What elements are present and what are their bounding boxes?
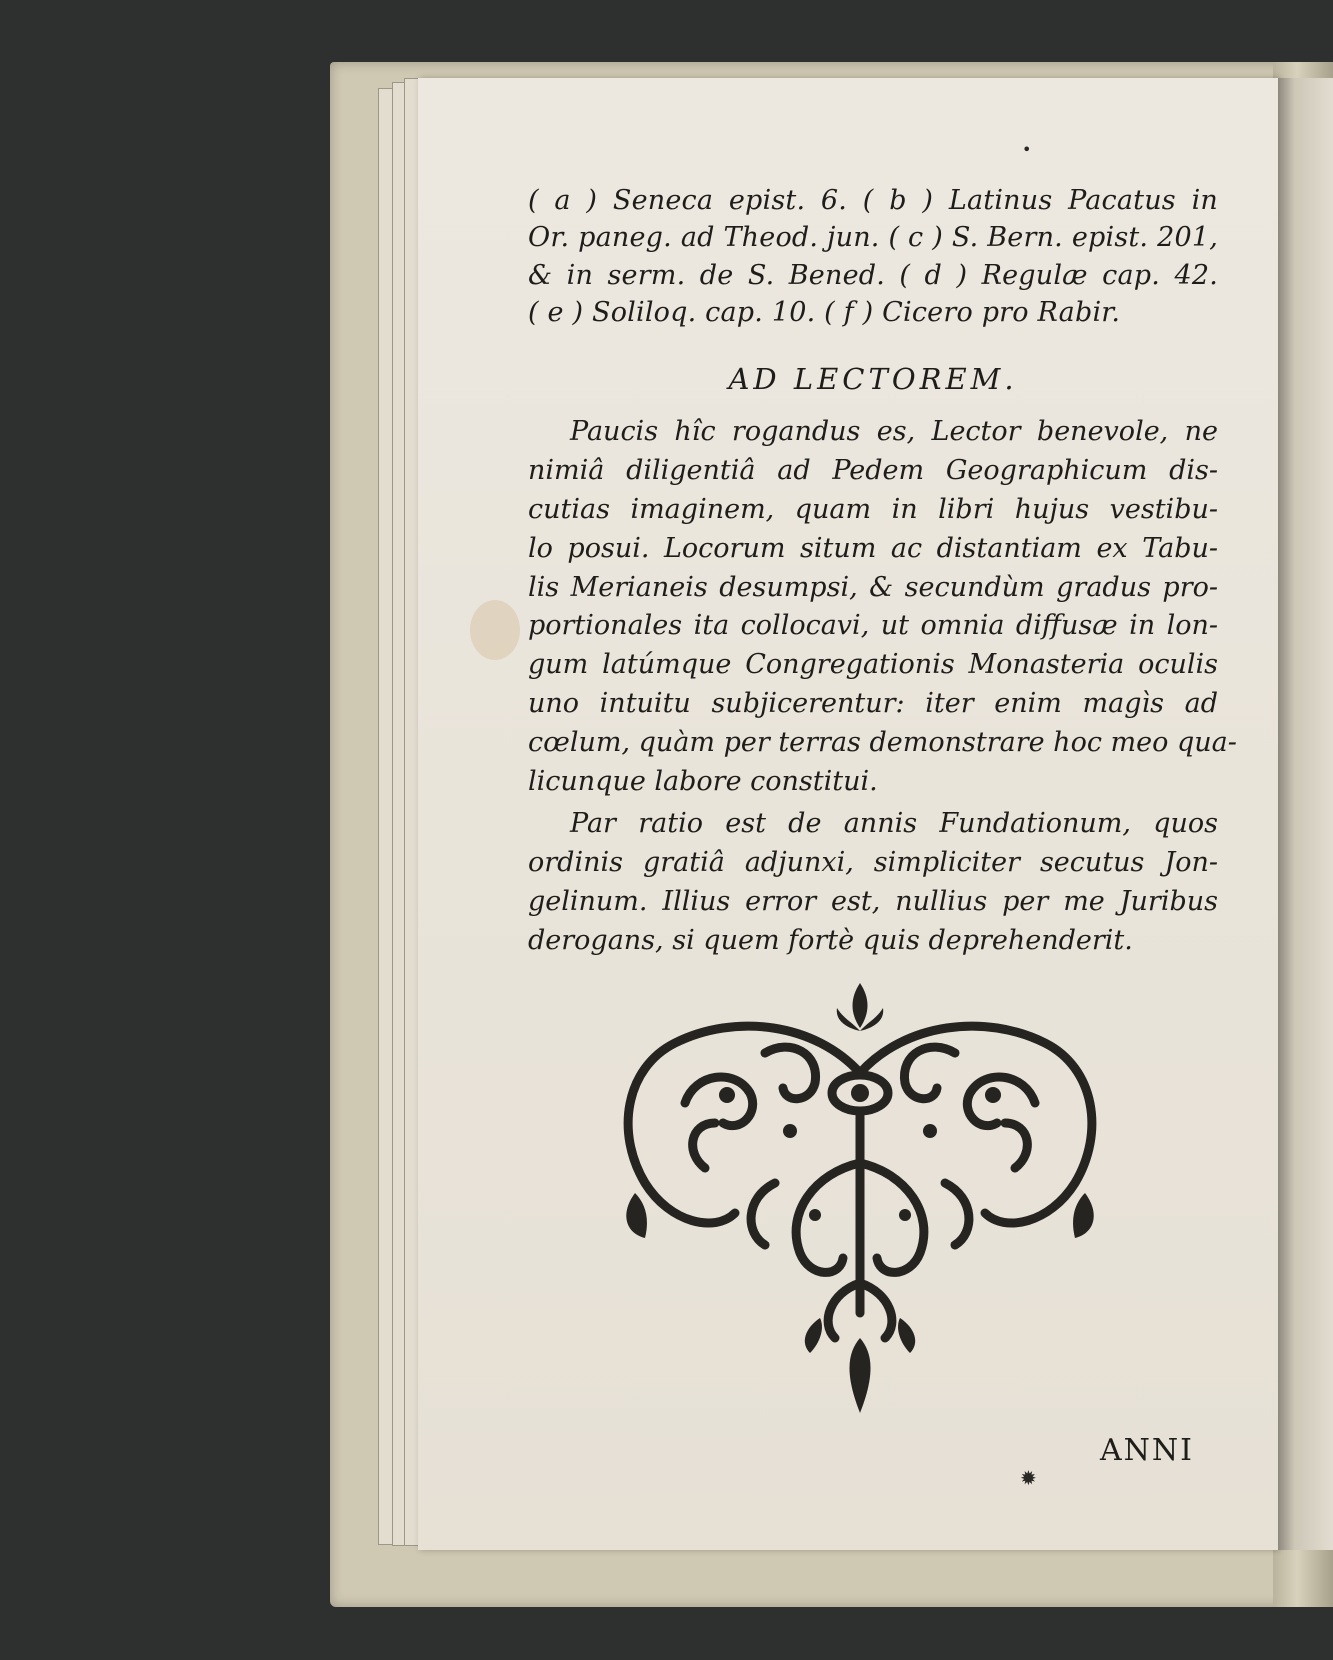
- text-line: lis Merianeis desumpsi, & secundùm gradus pro-: [528, 571, 1218, 603]
- text-line: cœlum, quàm per terras demonstrare hoc meo qua-: [528, 727, 1237, 759]
- text-line: ordinis gratiâ adjunxi, simpliciter secutus Jon-: [528, 846, 1218, 878]
- footnote-line: ( a ) Seneca epist. 6. ( b ) Latinus Pacatus in: [528, 185, 1218, 216]
- fleuron-ornament-icon: [615, 983, 1105, 1413]
- footnote-line: & in serm. de S. Bened. ( d ) Regulæ cap. 42.: [528, 259, 1218, 291]
- text-line: cutias imaginem, quam in libri hujus vestibu-: [528, 493, 1218, 525]
- text-line: licunque labore constitui.: [528, 766, 878, 798]
- text-line: Paucis hîc rogandus es, Lector benevole, ne: [570, 416, 1218, 447]
- text-line: lo posui. Locorum situm ac distantiam ex Tabu-: [528, 532, 1218, 564]
- text-line: gum latúmque Congregationis Monasteria oculis: [528, 649, 1218, 681]
- text-line: uno intuitu subjicerentur: iter enim magìs ad: [528, 688, 1218, 720]
- paragraph-fundationum: [528, 805, 1218, 961]
- page-gutter: [1278, 78, 1333, 1550]
- text-line: nimiâ diligentiâ ad Pedem Geographicum dis-: [528, 454, 1218, 486]
- footnote-line: ( e ) Soliloq. cap. 10. ( f ) Cicero pro Rabir.: [528, 296, 1121, 328]
- ink-dot-mark: •: [1022, 140, 1032, 159]
- footnote-line: Or. paneg. ad Theod. jun. ( c ) S. Bern. epist. 201,: [528, 222, 1218, 254]
- text-line: gelinum. Illius error est, nullius per me Juribus: [528, 885, 1218, 917]
- signature-star-icon: ✹: [1020, 1466, 1037, 1490]
- text-line: derogans, si quem fortè quis deprehenderit.: [528, 924, 1133, 956]
- paragraph-ad-lectorem: [528, 413, 1237, 802]
- section-heading: AD LECTOREM.: [728, 362, 1018, 396]
- text-line: portionales ita collocavi, ut omnia diffusæ in lon-: [528, 610, 1218, 642]
- paper-stain: [470, 600, 520, 660]
- footnotes: [528, 182, 1218, 331]
- catchword: ANNI: [1100, 1433, 1195, 1468]
- text-line: Par ratio est de annis Fundationum, quos: [570, 808, 1218, 839]
